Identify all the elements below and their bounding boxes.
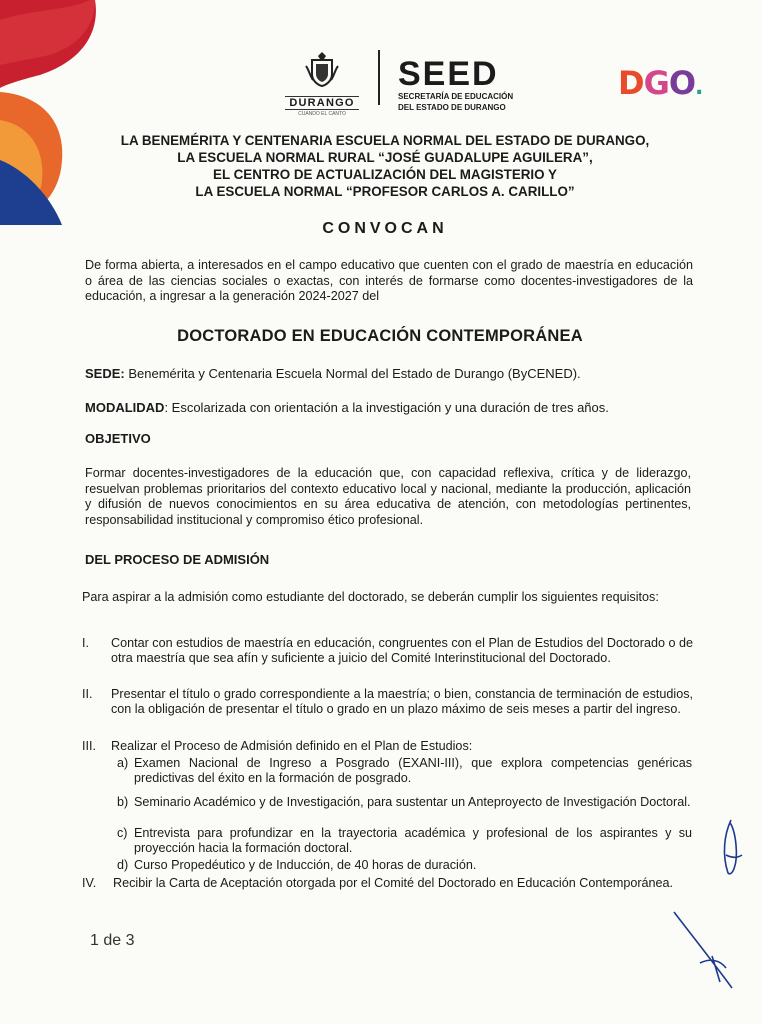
subitem-text: Curso Propedéutico y de Inducción, de 40 horas de duración.	[134, 858, 477, 872]
seed-logo-subtitle-2: DEL ESTADO DE DURANGO	[398, 103, 506, 112]
institution-line: LA BENEMÉRITA Y CENTENARIA ESCUELA NORMAL DEL ESTADO DE DURANGO,	[120, 133, 650, 148]
seed-logo-title: SEED	[398, 55, 499, 93]
requirement-text: Realizar el Proceso de Admisión definido en el Plan de Estudios:	[111, 739, 473, 753]
signature-mark-bottom	[670, 908, 740, 993]
requirement-number: I.	[82, 636, 89, 650]
seed-logo	[398, 55, 538, 112]
durango-logo-text: DURANGO	[285, 96, 358, 110]
requirement-text: Recibir la Carta de Aceptación otorgada por el Comité del Doctorado en Educación Contemporánea.	[113, 876, 674, 890]
durango-logo-subtext: CUANDO EL CANTO	[298, 111, 346, 117]
program-title: DOCTORADO EN EDUCACIÓN CONTEMPORÁNEA	[177, 327, 583, 345]
header-divider	[378, 50, 380, 105]
requirement-text: Contar con estudios de maestría en educación, congruentes con el Plan de Estudios del Doctorado o de otra maestría que sea afín y suficiente a juicio del Comité Interinstitucional del Doctorado.	[111, 636, 693, 666]
sede-label: SEDE:	[85, 366, 125, 381]
signature-mark-top	[716, 815, 746, 885]
subitem-letter: a)	[117, 756, 129, 770]
subitem-letter: d)	[117, 858, 129, 872]
subitem-text: Examen Nacional de Ingreso a Posgrado (EXANI-III), que explora competencias genéricas predictivas del éxito en la formación de posgrado.	[134, 756, 692, 786]
objetivo-paragraph: Formar docentes-investigadores de la educación que, con capacidad reflexiva, crítica y de liderazgo, resuelvan problemas prioritarios del contexto educativo local y nacional, mediante la producción, aplicación y difusión de nuevos conocimientos en su área educativa de atención, con metodologías pertinentes, responsabilidad institucional y compromiso ético profesional.	[85, 466, 691, 527]
subitem-letter: b)	[117, 795, 129, 809]
modalidad-text: : Escolarizada con orientación a la investigación y una duración de tres años.	[164, 400, 609, 415]
subitem-text: Entrevista para profundizar en la trayectoria académica y profesional de los aspirantes y su proyección hacia la formación doctoral.	[134, 826, 692, 856]
modalidad-line	[85, 400, 705, 416]
admision-heading: DEL PROCESO DE ADMISIÓN	[85, 552, 270, 567]
requirement-text: Presentar el título o grado correspondiente a la maestría; o bien, constancia de terminación de estudios, con la obligación de presentar el título o grado en un plazo máximo de seis meses a partir del ingreso.	[111, 687, 693, 717]
page-number: 1 de 3	[90, 932, 135, 949]
durango-logo	[272, 50, 372, 117]
institution-line: LA ESCUELA NORMAL RURAL “JOSÉ GUADALUPE AGUILERA”,	[177, 150, 593, 165]
modalidad-label: MODALIDAD	[85, 400, 165, 415]
sede-text: Benemérita y Centenaria Escuela Normal del Estado de Durango (ByCENED).	[124, 366, 581, 381]
admision-intro: Para aspirar a la admisión como estudiante del doctorado, se deberán cumplir los siguientes requisitos:	[82, 590, 659, 604]
durango-crest-icon	[304, 50, 340, 88]
subitem-letter: c)	[117, 826, 128, 840]
subitem-text: Seminario Académico y de Investigación, para sustentar un Anteproyecto de Investigación Doctoral.	[134, 795, 691, 809]
institution-line: EL CENTRO DE ACTUALIZACIÓN DEL MAGISTERIO Y	[213, 167, 557, 182]
requirement-number: II.	[82, 687, 93, 701]
convocan-heading: CONVOCAN	[322, 220, 448, 237]
institutions-block	[85, 132, 685, 200]
sede-line	[85, 366, 705, 382]
decorative-corner-graphic	[0, 0, 110, 240]
intro-paragraph: De forma abierta, a interesados en el campo educativo que cuenten con el grado de maestría en educación o área de las ciencias sociales o exactas, con interés de formarse como docentes-investigadores de la educación, a ingresar a la generación 2024-2027 del	[85, 258, 693, 303]
seed-logo-subtitle-1: SECRETARÍA DE EDUCACIÓN	[398, 92, 514, 101]
dgo-logo: DGO.	[618, 64, 703, 102]
institution-line: LA ESCUELA NORMAL “PROFESOR CARLOS A. CARILLO”	[195, 184, 575, 199]
requirement-number: IV.	[82, 876, 97, 890]
objetivo-heading: OBJETIVO	[85, 431, 151, 446]
requirement-number: III.	[82, 739, 96, 753]
